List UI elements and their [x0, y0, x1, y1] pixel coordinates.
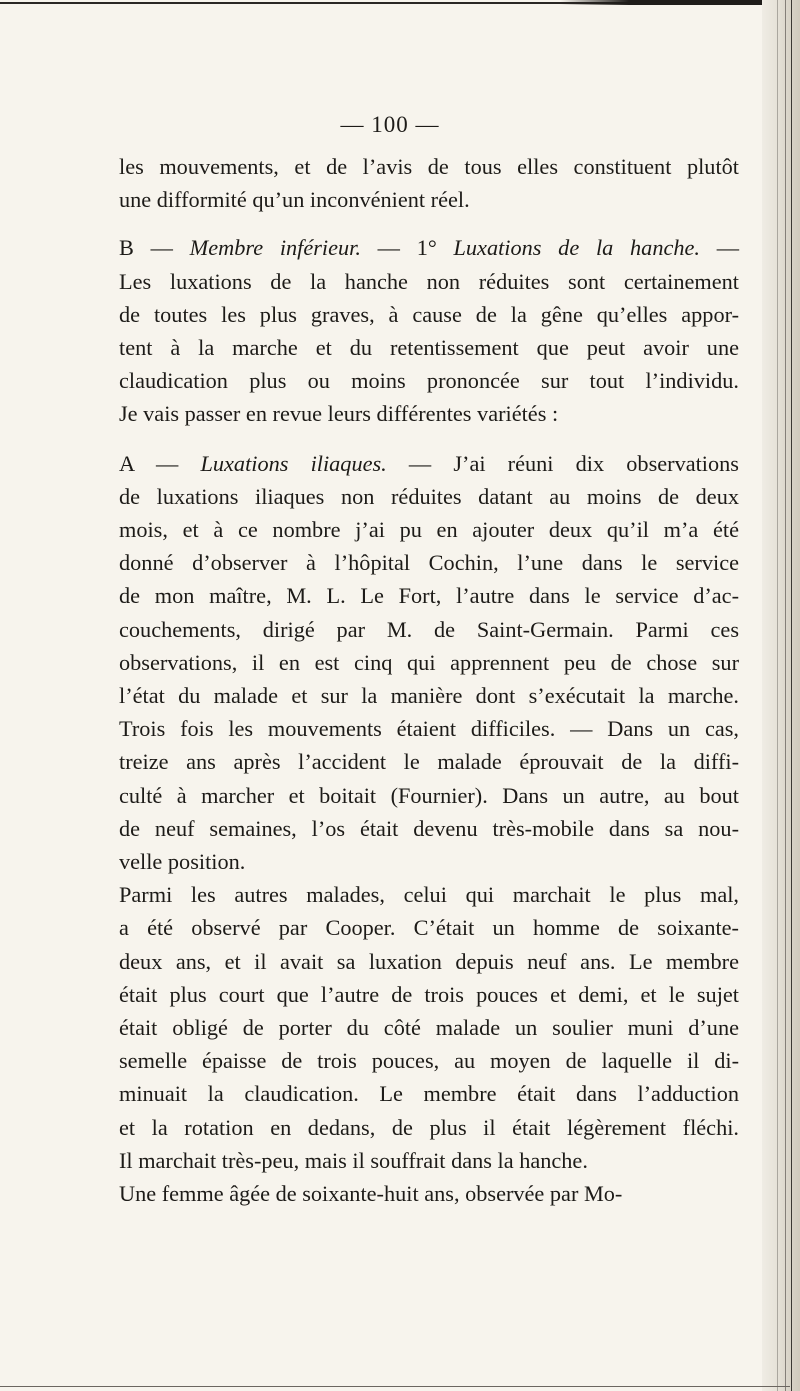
heading-prefix: A — [119, 450, 201, 476]
bottom-border-line [0, 1386, 790, 1387]
text-line: était plus court que l’autre de trois pouces et demi, et le sujet [119, 981, 739, 1007]
text-line: de mon maître, M. L. Le Fort, l’autre dans le service d’ac- [119, 583, 739, 609]
text-line: était obligé de porter du côté malade un soulier muni d’une [119, 1015, 739, 1041]
text-line: minuait la claudication. Le membre était dans l’adduction [119, 1081, 739, 1107]
text-line: de neuf semaines, l’os était devenu très-mobile dans sa nou- [119, 815, 739, 841]
section-heading-line [119, 447, 739, 480]
text-line: couchements, dirigé par M. de Saint-Germain. Parmi ces [119, 616, 739, 642]
top-border-shadow [560, 0, 790, 5]
text-line: observations, il en est cinq qui apprennent peu de chose sur [119, 649, 739, 675]
text-line: a été observé par Cooper. C’était un homme de soixante- [119, 915, 739, 941]
text-line: Trois fois les mouvements étaient difficiles. — Dans un cas, [119, 716, 739, 742]
text-line: treize ans après l’accident le malade éprouvait de la diffi- [119, 749, 739, 775]
text-line: claudication plus ou moins prononcée sur tout l’individu. [119, 368, 739, 394]
text-line: Les luxations de la hanche non réduites sont certainement [119, 268, 739, 294]
edge-line [777, 0, 778, 1391]
text-line: Il marchait très-peu, mais il souffrait dans la hanche. [119, 1147, 588, 1173]
text-line: mois, et à ce nombre j’ai pu en ajouter deux qu’il m’a été [119, 517, 739, 543]
text-line: culté à marcher et boitait (Fournier). Dans un autre, au bout [119, 782, 739, 808]
text-line: de luxations iliaques non réduites datant au moins de deux [119, 483, 739, 509]
page-number: — 100 — [340, 112, 440, 137]
text-line: Parmi les autres malades, celui qui marchait le plus mal, [119, 882, 739, 908]
text-line: deux ans, et il avait sa luxation depuis neuf ans. Le membre [119, 948, 739, 974]
text-line: de toutes les plus graves, à cause de la gêne qu’elles appor- [119, 301, 739, 327]
heading-italic: Luxations de la hanche. [453, 235, 700, 261]
text-line: semelle épaisse de trois pouces, au moyen de laquelle il di- [119, 1048, 739, 1074]
text-line: Je vais passer en revue leurs différentes variétés : [119, 401, 559, 427]
page-edge-binding [762, 0, 800, 1391]
heading-suffix: — J’ai réuni dix observations [386, 450, 739, 476]
text-line: tent à la marche et du retentissement que peut avoir une [119, 335, 739, 361]
text-line: l’état du malade et sur la manière dont s’exécutait la marche. [119, 683, 739, 709]
edge-line [785, 0, 786, 1391]
heading-suffix: — [699, 235, 740, 261]
text-line: et la rotation en dedans, de plus il était légèrement fléchi. [119, 1114, 739, 1140]
body-text [119, 150, 739, 1210]
text-line: donné d’observer à l’hôpital Cochin, l’une dans le service [119, 550, 739, 576]
text-line: les mouvements, et de l’avis de tous elles constituent plutôt [119, 154, 739, 179]
section-heading-line [119, 231, 739, 264]
heading-italic: Luxations iliaques. [200, 450, 387, 476]
heading-mid: — 1° [360, 235, 454, 261]
text-line: une difformité qu’un inconvénient réel. [119, 187, 470, 213]
heading-italic: Membre inférieur. [189, 235, 361, 261]
edge-line [791, 0, 792, 1391]
text-line: velle position. [119, 849, 246, 875]
heading-prefix: B — [119, 235, 190, 261]
text-line: Une femme âgée de soixante-huit ans, observée par Mo- [119, 1181, 623, 1207]
